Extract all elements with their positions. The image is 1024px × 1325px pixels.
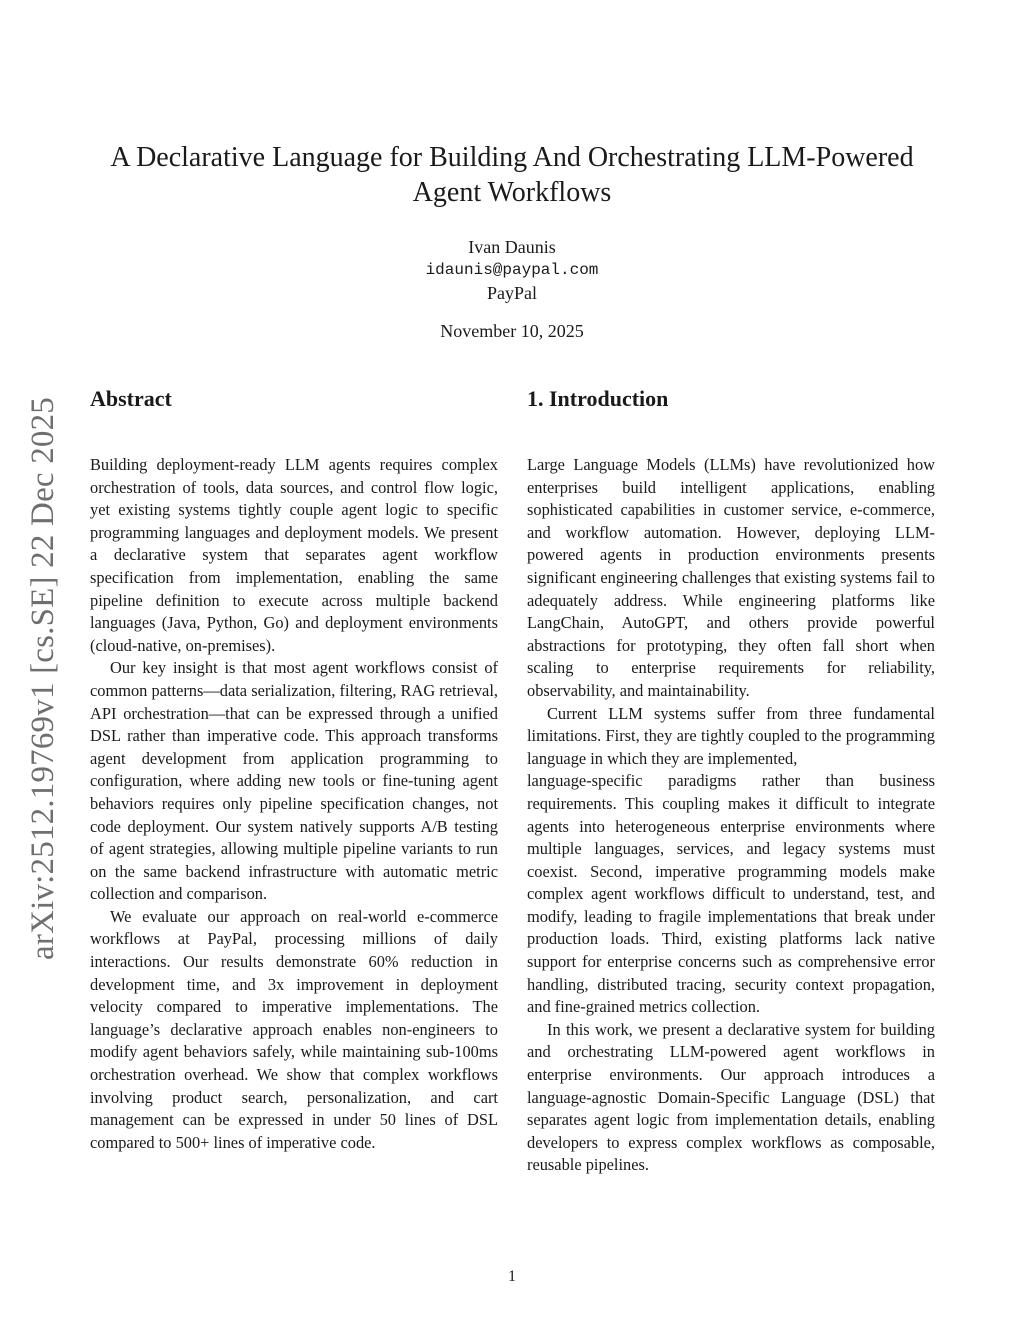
paper-date: November 10, 2025	[440, 321, 584, 341]
introduction-paragraph: language-specific paradigms rather than business requirements. This coupling makes it difficult to integrate agents into heterogeneous enterprise environments where multiple languages, services, and legacy systems must coexist. Second, imperative programming models make complex agent workflows difficult to understand, test, and modify, leading to fragile implementations that break under production loads. Third, existing platforms lack native support for enterprise concerns such as comprehensive error handling, distributed tracing, security context propagation, and fine-grained metrics collection.	[527, 771, 935, 1017]
paper-title: A Declarative Language for Building And Orchestrating LLM-Powered Agent Workflows	[110, 142, 914, 208]
abstract-paragraph: We evaluate our approach on real-world e-commerce workflows at PayPal, processing millions of daily interactions. Our results demonstrate 60% reduction in development time, and 3x improvement in deployment velocity compared to imperative implementations. The language’s declarative approach enables non-engineers to modify agent behaviors safely, while maintaining sub-100ms orchestration overhead. We show that complex workflows involving product search, personalization, and cart management can be expressed in under 50 lines of DSL compared to 500+ lines of imperative code.	[90, 906, 498, 1152]
author-block	[90, 236, 934, 305]
introduction-heading: 1. Introduction	[527, 386, 669, 411]
abstract-paragraph: Our key insight is that most agent workflows consist of common patterns—data serialization, filtering, RAG retrieval, API orchestration—that can be expressed through a unified DSL rather than imperative code. This approach transforms agent development from application programming to configuration, where adding new tools or fine-tuning agent behaviors requires only pipeline specification changes, not code deployment. Our system natively supports A/B testing of agent strategies, allowing multiple pipeline variants to run on the same backend infrastructure with automatic metric collection and comparison.	[90, 658, 498, 904]
abstract-paragraph: Building deployment-ready LLM agents requires complex orchestration of tools, data sources, and control flow logic, yet existing systems tightly couple agent logic to specific programming languages and deployment models. We present a declarative system that separates agent workflow specification from implementation, enabling the same pipeline definition to execute across multiple backend languages (Java, Python, Go) and deployment environments (cloud-native, on-premises).	[90, 455, 498, 655]
author-name: Ivan Daunis	[468, 237, 556, 257]
author-email: idaunis@paypal.com	[425, 261, 599, 279]
arxiv-identifier: arXiv:2512.19769v1 [cs.SE] 22 Dec 2025	[25, 396, 61, 960]
abstract-heading: Abstract	[90, 386, 172, 411]
author-affiliation: PayPal	[486, 283, 537, 303]
introduction-paragraph: Large Language Models (LLMs) have revolutionized how enterprises build intelligent applications, enabling sophisticated capabilities in customer service, e-commerce, and workflow automation. However, deploying LLM-powered agents in production environments presents significant engineering challenges that existing systems fail to adequately address. While engineering platforms like LangChain, AutoGPT, and others provide powerful abstractions for prototyping, they often fall short when scaling to enterprise requirements for reliability, observability, and maintainability.	[527, 455, 935, 700]
page-number: 1	[508, 1268, 516, 1285]
introduction-paragraph: In this work, we present a declarative system for building and orchestrating LLM-powered agent workflows in enterprise environments. Our approach introduces a language-agnostic Domain-Specific Language (DSL) that separates agent logic from implementation details, enabling developers to express complex workflows as composable, reusable pipelines.	[527, 1019, 935, 1175]
introduction-section	[527, 384, 935, 1177]
introduction-paragraph: Current LLM systems suffer from three fundamental limitations. First, they are tightly coupled to the programming language in which they are implemented,	[527, 703, 935, 768]
abstract-section	[90, 384, 498, 1154]
